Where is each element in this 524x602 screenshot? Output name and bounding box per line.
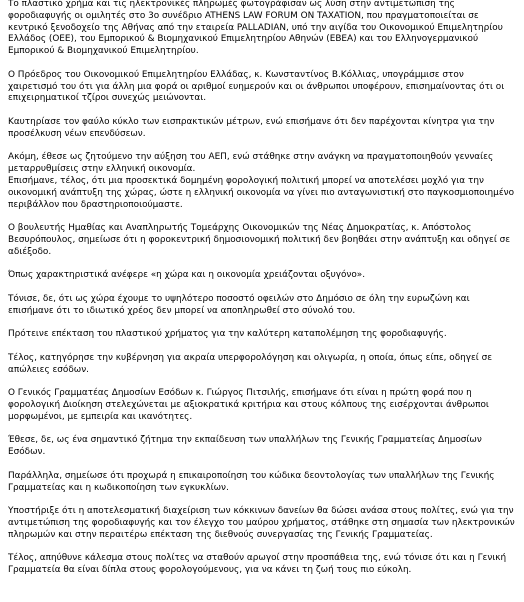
paragraph: Έθεσε, δε, ως ένα σημαντικό ζήτημα την εκπαίδευση των υπαλλήλων της Γενικής Γραμματείας Δημοσίων Εσόδων. bbox=[8, 435, 482, 458]
paragraph: Ο Γενικός Γραμματέας Δημοσίων Εσόδων κ. Γιώργος Πιτσιλής, επισήμανε ότι είναι η πρώτη φορά που η φορολογική Διοίκηση στελεχώνεται με αξιοκρατικά κριτήρια και στους κόλπους της εισέρχονται άνθρωποι μορφωμένοι, με εμπειρία και ικανότητες. bbox=[8, 388, 489, 422]
paragraph: Ο Πρόεδρος του Οικονομικού Επιμελητηρίου Ελλάδας, κ. Κωνσταντίνος Β.Κόλλιας, υπογράμμισε στον χαιρετισμό του ότι για άλλη μια φορά οι αριθμοί ευημερούν και οι άνθρωποι υποφέρουν, επισημαίνοντας ότι οι επιχειρηματικοί τζίροι συνεχώς μειώνονται. bbox=[8, 69, 505, 104]
paragraph: Πρότεινε επέκταση του πλαστικού χρήματος για την καλύτερη καταπολέμηση της φοροδιαφυγής. bbox=[8, 329, 447, 340]
paragraph: Ακόμη, έθεσε ως ζητούμενο την αύξηση του ΑΕΠ, ενώ στάθηκε στην ανάγκη να πραγματοποιηθούν γενναίες μεταρρυθμίσεις στην ελληνική οικονομία. Επισήμανε, τέλος, ότι μια προσεκτικά δομημένη φορολογική πολιτική μπορεί να αποτελέσει μοχλό για την οικονομική ανάπτυξη της χώρας, ώστε η ελληνική οικονομία να γίνει πιο ανταγωνιστική στο παγκοσμιοποιημένο περιβάλλον που δραστηριοποιούμαστε. bbox=[8, 152, 515, 210]
paragraph: Καυτηρίασε τον φαύλο κύκλο των εισπρακτικών μέτρων, ενώ επισήμανε ότι δεν παρέχονται κίνητρα για την προσέλκυση νέων επενδύσεων. bbox=[8, 116, 495, 139]
paragraph: Τόνισε, δε, ότι ως χώρα έχουμε το υψηλότερο ποσοστό οφειλών στο Δημόσιο σε όλη την ευρωζώνη και επισήμανε ότι το ιδιωτικό χρέος δεν μπορεί να αποπληρωθεί στο σύνολό του. bbox=[8, 293, 470, 316]
paragraph: Τέλος, κατηγόρησε την κυβέρνηση για ακραία υπερφορολόγηση και ολιγωρία, η οποία, όπως είπε, οδηγεί σε απώλειες εσόδων. bbox=[8, 352, 493, 375]
paragraph: Το πλαστικό χρήμα και τις ηλεκτρονικές πληρωμές φωτογράφισαν ως λύση στην αντιμετώπιση της φοροδιαφυγής οι ομιλητές στο 3ο συνέδριο ATHENS LAW FORUM ON TAXATION, που πραγματοποιείται σε κεντρικό ξενοδοχείο της Αθήνας από την εταιρεία PALLADIAN, υπό την αιγίδα του Οικονομικού Επιμελητηρίου Ελλάδος (ΟΕΕ), του Εμπορικού & Βιομηχανικού Επιμελητηρίου Αθηνών (ΕΒΕΑ) και του Ελληνογερμανικού Εμπορικού & Βιομηχανικού Επιμελητηρίου. bbox=[8, 0, 503, 57]
paragraph: Όπως χαρακτηριστικά ανέφερε «η χώρα και η οικονομία χρειάζονται οξυγόνο». bbox=[8, 270, 366, 281]
paragraph: Τέλος, απηύθυνε κάλεσμα στους πολίτες να σταθούν αρωγοί στην προσπάθεια της, ενώ τόνισε ότι και η Γενική Γραμματεία θα είναι δίπλα στους φορολογούμενους, για να κάνει τη ζωή τους πιο εύκολη. bbox=[8, 553, 507, 576]
paragraph: Υποστήριξε ότι η αποτελεσματική διαχείριση των κόκκινων δανείων θα δώσει ανάσα στους πολίτες, ενώ για την αντιμετώπιση της φοροδιαφυγής και τον έλεγχο του μαύρου χρήματος, στάθηκε στη σημασία των ηλεκτρονικών πληρωμών και στην περαιτέρω επέκταση της διεθνούς συνεργασίας της Γενικής Γραμματείας. bbox=[8, 506, 515, 540]
article-body bbox=[8, 0, 516, 589]
paragraph: Παράλληλα, σημείωσε ότι προχωρά η επικαιροποίηση του κώδικα δεοντολογίας των υπαλλήλων της Γενικής Γραμματείας και η κωδικοποίηση των εγκυκλίων. bbox=[8, 470, 495, 493]
paragraph: Ο βουλευτής Ημαθίας και Αναπληρωτής Τομεάρχης Οικονομικών της Νέας Δημοκρατίας, κ. Απόστολος Βεσυρόπουλος, σημείωσε ότι η φοροκεντρική δημοσιονομική πολιτική δεν βοηθάει στην ανάπτυξη και οδηγεί σε αδιέξοδο. bbox=[8, 223, 511, 257]
